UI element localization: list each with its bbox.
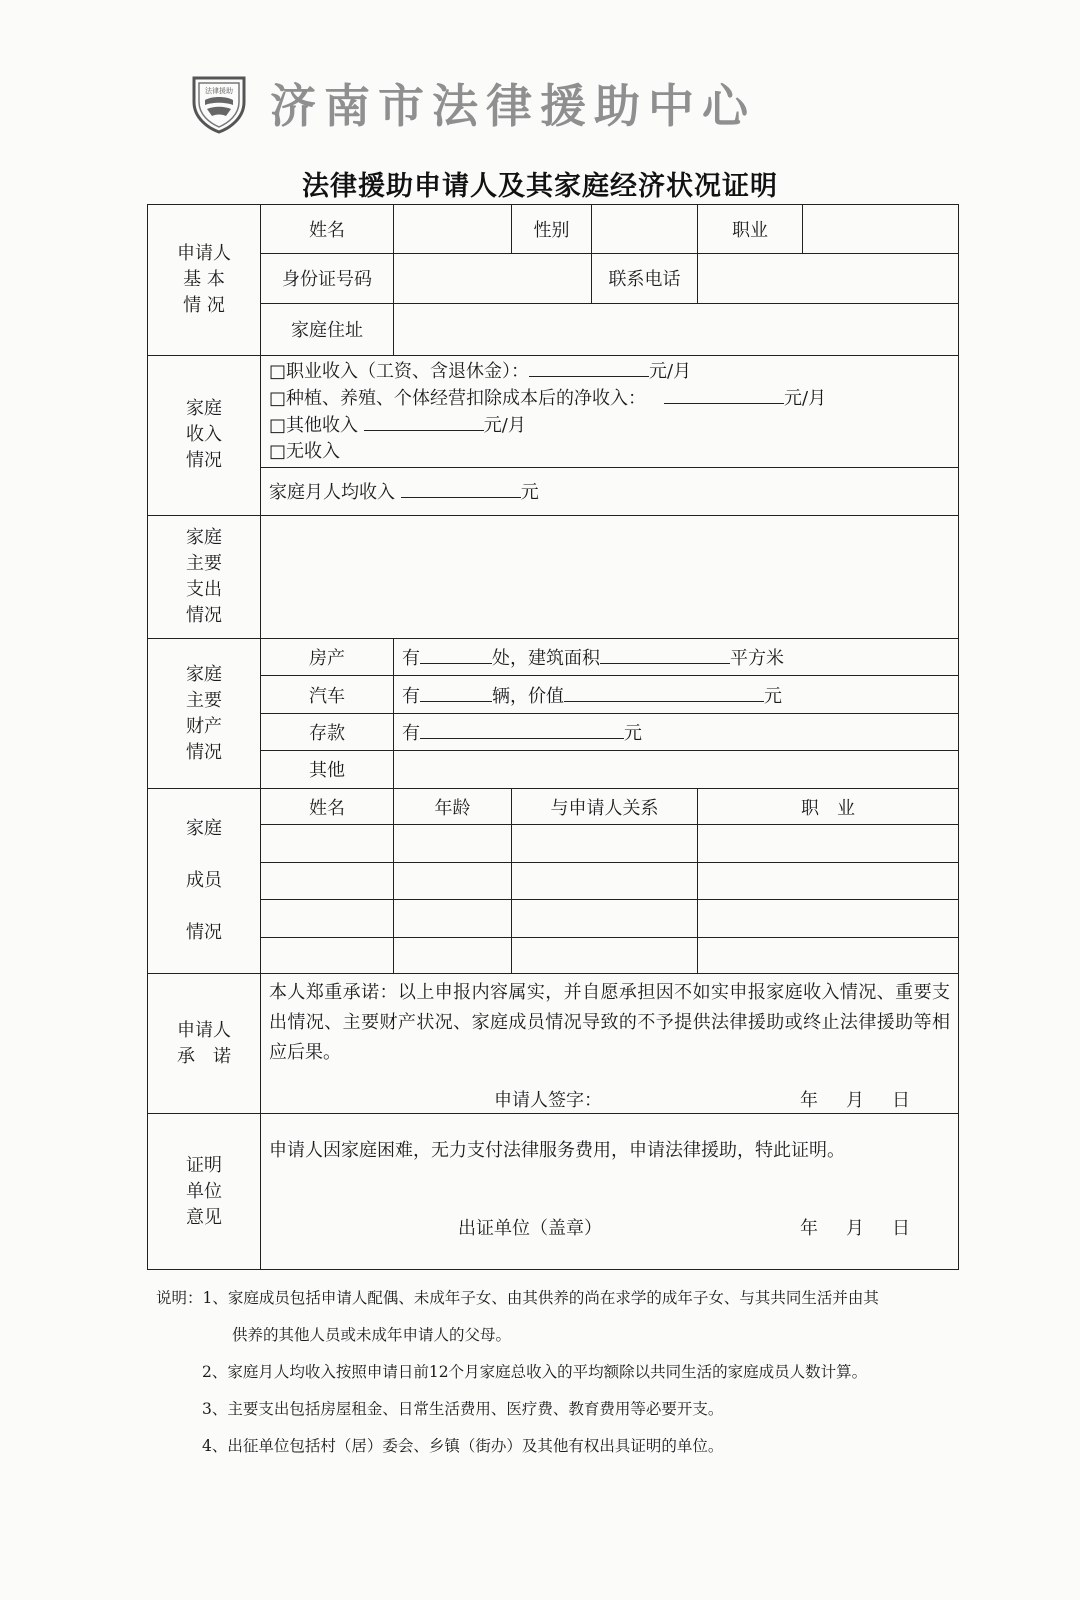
section-property: 家庭 主要 财产 情况 (148, 639, 261, 789)
member-age-header: 年龄 (394, 789, 512, 825)
income-option-salary[interactable]: □职业收入（工资、含退休金）： 元/月 (269, 358, 950, 385)
id-number-label: 身份证号码 (261, 253, 394, 304)
shield-logo-icon (190, 72, 248, 134)
note-1-continued: 供养的其他人员或未成年申请人的父母。 (232, 1326, 512, 1344)
expenses-field[interactable] (261, 516, 959, 639)
member-occupation-cell[interactable] (698, 862, 959, 899)
member-occupation-cell[interactable] (698, 937, 959, 973)
note-4: 4、出征单位包括村（居）委会、乡镇（街办）及其他有权出具证明的单位。 (202, 1437, 724, 1455)
table-row (148, 937, 959, 973)
pledge-text: 本人郑重承诺：以上申报内容属实，并自愿承担因不如实申报家庭收入情况、重要支出情况、主要财产状况、家庭成员情况导致的不予提供法律援助或终止法律援助等相应后果。 (269, 981, 950, 1063)
member-age-cell[interactable] (394, 825, 512, 862)
phone-field[interactable] (698, 253, 959, 304)
house-field[interactable]: 有 处，建筑面积 平方米 (394, 639, 959, 675)
section-pledge: 申请人 承 诺 (148, 973, 261, 1113)
applicant-signature-label: 申请人签字： (494, 1089, 602, 1111)
per-capita-income-row[interactable]: 家庭月人均收入 元 (261, 467, 959, 516)
member-occupation-header: 职 业 (698, 789, 959, 825)
logo-text: 法律援助 (205, 87, 233, 95)
table-row (148, 862, 959, 899)
section-applicant-info: 申请人 基 本 情 况 (148, 205, 261, 356)
income-option-other[interactable]: □其他收入 元/月 (269, 412, 950, 439)
section-expenses: 家庭 主要 支出 情况 (148, 516, 261, 639)
letterhead (190, 72, 756, 134)
income-options (261, 355, 959, 467)
document-title: 法律援助申请人及其家庭经济状况证明 (302, 171, 778, 202)
address-field[interactable] (394, 304, 959, 356)
section-family-members: 家庭 成员 情况 (148, 789, 261, 974)
table-row (148, 900, 959, 937)
name-label: 姓名 (261, 205, 394, 254)
note-3: 3、主要支出包括房屋租金、日常生活费用、医疗费、教育费用等必要开支。 (202, 1400, 724, 1418)
deposit-field[interactable]: 有 元 (394, 714, 959, 750)
member-age-cell[interactable] (394, 937, 512, 973)
name-field[interactable] (394, 205, 512, 254)
organization-name: 济南市法律援助中心 (270, 79, 756, 133)
member-relation-cell[interactable] (512, 900, 698, 937)
income-option-none[interactable]: □无收入 (269, 440, 341, 462)
member-name-cell[interactable] (261, 937, 394, 973)
member-name-header: 姓名 (261, 789, 394, 825)
member-name-cell[interactable] (261, 862, 394, 899)
member-name-cell[interactable] (261, 900, 394, 937)
note-1: 说明：1、家庭成员包括申请人配偶、未成年子女、由其供养的尚在求学的成年子女、与其共同生活并由其 (156, 1289, 879, 1307)
other-property-field[interactable] (394, 750, 959, 788)
occupation-field[interactable] (803, 205, 959, 254)
member-occupation-cell[interactable] (698, 900, 959, 937)
certifier-text: 申请人因家庭困难，无力支付法律服务费用，申请法律援助，特此证明。 (269, 1140, 845, 1162)
notes (156, 1280, 956, 1465)
member-age-cell[interactable] (394, 900, 512, 937)
other-property-label: 其他 (261, 750, 394, 788)
note-2: 2、家庭月人均收入按照申请日前12个月家庭总收入的平均额除以共同生活的家庭成员人数计算。 (202, 1363, 868, 1381)
house-label: 房产 (261, 639, 394, 675)
member-relation-cell[interactable] (512, 862, 698, 899)
certifier-content (261, 1114, 959, 1270)
member-relation-cell[interactable] (512, 825, 698, 862)
address-label: 家庭住址 (261, 304, 394, 356)
gender-field[interactable] (592, 205, 698, 254)
certifier-seal-label: 出证单位（盖章） (458, 1218, 602, 1240)
certifier-signature-row[interactable]: 出证单位（盖章） 年 月 日 (269, 1214, 950, 1240)
phone-label: 联系电话 (592, 253, 698, 304)
pledge-content (261, 973, 959, 1113)
member-relation-header: 与申请人关系 (512, 789, 698, 825)
car-field[interactable]: 有 辆，价值 元 (394, 675, 959, 713)
member-age-cell[interactable] (394, 862, 512, 899)
gender-label: 性别 (512, 205, 592, 254)
car-label: 汽车 (261, 675, 394, 713)
member-relation-cell[interactable] (512, 937, 698, 973)
id-number-field[interactable] (394, 253, 592, 304)
deposit-label: 存款 (261, 714, 394, 750)
section-certifier: 证明 单位 意见 (148, 1114, 261, 1270)
application-form (147, 204, 959, 1270)
pledge-signature-row[interactable]: 申请人签字： 年 月 日 (269, 1086, 950, 1112)
income-option-business[interactable]: □种植、养殖、个体经营扣除成本后的净收入： 元/月 (269, 385, 950, 412)
member-name-cell[interactable] (261, 825, 394, 862)
occupation-label: 职业 (698, 205, 803, 254)
section-income: 家庭 收入 情况 (148, 355, 261, 516)
table-row (148, 825, 959, 862)
member-occupation-cell[interactable] (698, 825, 959, 862)
